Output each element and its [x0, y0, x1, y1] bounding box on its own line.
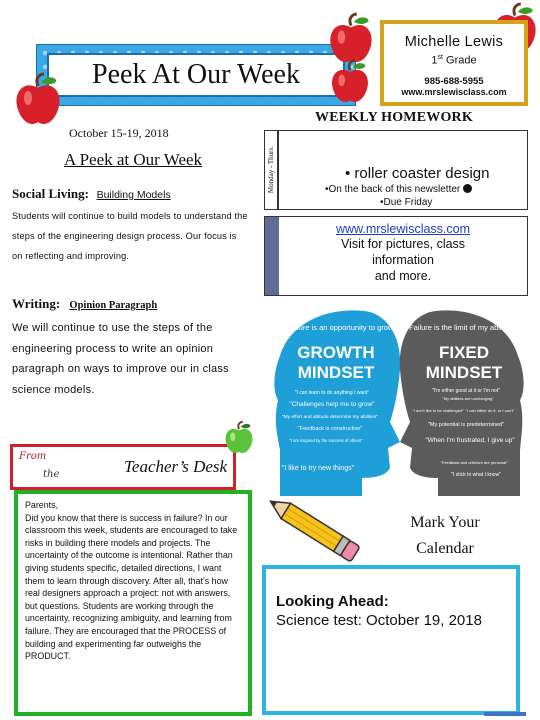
website-link[interactable]: www.mrslewisclass.com: [401, 86, 507, 97]
fixed-line: "I can either do it, or I can't": [465, 408, 515, 413]
footer-bar: [484, 712, 526, 716]
fixed-title: FIXED: [438, 343, 490, 362]
homework-item: •Due Friday: [380, 197, 433, 208]
section-title: A Peek at Our Week: [64, 150, 203, 169]
fixed-line: "I stick to what I know": [451, 472, 501, 478]
homework-side-label: [265, 131, 279, 209]
grade-number: 1: [431, 54, 438, 67]
writing-heading: [12, 296, 157, 312]
social-living-heading: [12, 186, 171, 202]
homework-item: • roller coaster design: [345, 165, 490, 182]
growth-line: "Challenges help me to grow": [289, 401, 375, 408]
mark-title-line: Calendar: [416, 540, 474, 557]
title-banner-inner: [47, 53, 345, 97]
weekly-homework-title: WEEKLY HOMEWORK: [315, 110, 473, 125]
parents-message-box: [14, 490, 252, 716]
fixed-line: "I'm either good at it or I'm not": [432, 388, 500, 394]
fixed-line: "Feedback and criticism are personal": [440, 460, 508, 465]
phone-number: 985-688-5955: [424, 75, 484, 87]
writing-topic: Opinion Paragraph: [69, 300, 158, 311]
growth-line: "I like to try new things": [281, 465, 355, 472]
fixed-line: "I don't like to be challenged": [412, 408, 464, 413]
homework-item-text: •On the back of this newsletter: [325, 184, 461, 195]
desk-the: the: [43, 469, 60, 480]
fixed-line: "When I'm frustrated, I give up": [425, 437, 515, 444]
homework-days: Monday - Thurs.: [267, 146, 275, 194]
growth-quote: "Failure is an opportunity to grow": [283, 323, 397, 332]
green-apple-icon: [224, 420, 254, 456]
pencil-icon: [266, 494, 370, 568]
growth-line: "Feedback is constructive": [297, 426, 363, 432]
growth-line: "I am inspired by the success of others": [289, 438, 363, 443]
growth-title: MINDSET: [297, 363, 375, 382]
website-card: [264, 216, 528, 296]
website-desc: Visit for pictures, class: [340, 237, 466, 251]
growth-line: "I can learn to do anything I want": [294, 390, 370, 396]
apple-icon: [14, 72, 62, 128]
writing-text: We will continue to use the steps of the engineering process to write an opinion paragraph on ways to improve our in class science models.: [12, 322, 229, 396]
mark-title-line: Mark Your: [410, 514, 480, 531]
growth-line: "My effort and attitude determine my abilities": [281, 415, 379, 420]
fixed-title: MINDSET: [425, 363, 503, 382]
fixed-line: "My potential is predetermined": [427, 422, 505, 428]
website-desc: information: [372, 253, 434, 267]
homework-item: [325, 184, 472, 195]
grade-label: [384, 54, 524, 67]
apple-icon: [330, 58, 370, 106]
desk-from: From: [19, 451, 47, 462]
website-url-link[interactable]: www.mrslewisclass.com: [335, 222, 471, 236]
fixed-quote: "Failure is the limit of my abilities": [406, 323, 518, 332]
teacher-name: Michelle Lewis: [404, 34, 504, 50]
grade-word: Grade: [446, 54, 477, 67]
teacher-info-box: [380, 20, 528, 106]
fixed-head-silhouette: [400, 310, 524, 496]
newsletter-title: Peek At Our Week: [92, 59, 300, 90]
social-living-text: Students will continue to build models to understand the steps of the engineering design process. Our focus is on reflecting and improving.: [12, 211, 248, 261]
mark-calendar-title: [400, 510, 490, 562]
social-living-topic: Building Models: [96, 189, 171, 201]
parents-message: Parents, Did you know that there is success in failure? In our classroom this week, students are encouraged to take risks in building there models and projects. The uncertainty of the outcome is intentional. Rather than giving students specific, detailed directions, I want them to learn through discovery. After all, that’s how real designers approach a project: not with answers, but questions. Students are working through the uncertainty, recognizing ambiguity, and learning from failure. They are encouraged that the PROCESS of building and experimenting far outweighs the PRODUCT.: [25, 500, 238, 662]
looking-ahead-box: [262, 565, 520, 715]
website-card-inner: [279, 217, 527, 295]
mindset-graphic: [270, 300, 526, 496]
looking-ahead-title: Looking Ahead:: [276, 593, 389, 610]
social-living-label: Social Living:: [12, 186, 89, 201]
grade-suffix: st: [437, 54, 443, 61]
looking-ahead-event: Science test: October 19, 2018: [276, 612, 482, 629]
homework-card: [264, 130, 528, 210]
writing-label: Writing:: [12, 296, 61, 311]
website-desc: and more.: [374, 269, 432, 283]
growth-title: GROWTH: [297, 343, 375, 362]
fixed-line: "My abilities are unchanging": [442, 396, 494, 401]
clock-icon: [463, 184, 472, 193]
date-range: October 15-19, 2018: [69, 126, 169, 140]
title-banner: [36, 44, 356, 106]
teachers-desk-title: Teacher’s Desk: [124, 457, 228, 476]
